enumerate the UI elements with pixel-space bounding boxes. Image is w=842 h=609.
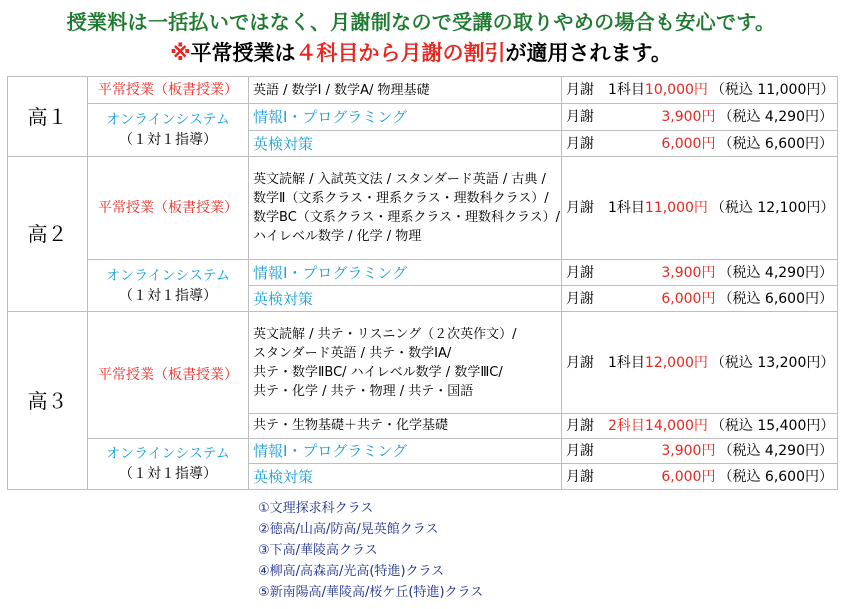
grade-label: 高２ [8, 157, 88, 312]
regular-course-list: 英語 / 数学Ⅰ / 数学A/ 物理基礎 [249, 77, 562, 104]
headline-monthly-fee-notice: 授業料は一括払いではなく、月謝制なので受講の取りやめの場合も安心です。 [66, 10, 776, 34]
regular-course-list: 英文読解 / 入試英文法 / スタンダード英語 / 古典 / 数学Ⅱ（文系クラス・理系クラス・理数科クラス）/ 数学BC（文系クラス・理系クラス・理数科クラス）/ ハイレベル数学 / 化学 / 物理 [249, 157, 562, 260]
discount-text-c: が適用されます。 [505, 41, 672, 65]
online-course: 情報Ⅰ・プログラミング [249, 260, 562, 286]
headline-discount-notice [0, 37, 842, 67]
regular-course-list: 英文読解 / 共テ・リスニング（２次英作文）/ スタンダード英語 / 共テ・数学ⅠA/ 共テ・数学ⅡBC/ ハイレベル数学 / 数学ⅢC/ 共テ・化学 / 共テ・物理 / 共テ・国語 [249, 312, 562, 414]
regular-class-type: 平常授業（板書授業） [88, 77, 249, 104]
online-class-type: オンラインシステム （１対１指導） [88, 260, 249, 312]
list-item: ②徳高/山高/防高/晃英館クラス [258, 522, 439, 537]
discount-text-b: ４科目から月謝の割引 [295, 41, 506, 65]
online-price: 月謝 3,900円 （税込 4,290円） [562, 260, 838, 286]
online-class-type: オンラインシステム （１対１指導） [88, 104, 249, 157]
table-row [8, 77, 838, 104]
table-row [8, 157, 838, 260]
list-item: ①文理探求科クラス [258, 501, 374, 516]
grade-label: 高１ [8, 77, 88, 157]
online-course: 情報Ⅰ・プログラミング [249, 439, 562, 464]
online-price: 月謝 6,000円 （税込 6,600円） [562, 464, 838, 490]
table-row [8, 104, 838, 131]
online-course: 英検対策 [249, 464, 562, 490]
regular-price: 月謝 1科目 12,000円 （税込 13,200円） [562, 312, 838, 414]
regular-price: 月謝 1科目 10,000円 （税込 11,000円） [562, 77, 838, 104]
online-price: 月謝 6,000円 （税込 6,600円） [562, 131, 838, 157]
table-row [8, 312, 838, 414]
online-price: 月謝 3,900円 （税込 4,290円） [562, 104, 838, 131]
grade-label: 高３ [8, 312, 88, 490]
table-row [8, 260, 838, 286]
online-class-type: オンラインシステム （１対１指導） [88, 439, 249, 490]
regular-course-extra: 共テ・生物基礎＋共テ・化学基礎 [249, 414, 562, 439]
online-course: 英検対策 [249, 286, 562, 312]
online-course: 情報Ⅰ・プログラミング [249, 104, 562, 131]
list-item: ⑤新南陽高/華陵高/桜ケ丘(特進)クラス [258, 585, 484, 600]
regular-class-type: 平常授業（板書授業） [88, 157, 249, 260]
online-price: 月謝 6,000円 （税込 6,600円） [562, 286, 838, 312]
list-item: ④柳高/高森高/光高(特進)クラス [258, 564, 445, 579]
table-row [8, 439, 838, 464]
online-price: 月謝 3,900円 （税込 4,290円） [562, 439, 838, 464]
regular-class-type: 平常授業（板書授業） [88, 312, 249, 439]
discount-text-a: 平常授業は [190, 41, 296, 65]
note-mark: ※ [170, 41, 191, 65]
online-course: 英検対策 [249, 131, 562, 157]
regular-price-extra: 月謝 2科目 14,000円 （税込 15,400円） [562, 414, 838, 439]
fee-table [7, 76, 838, 490]
regular-price: 月謝 1科目 11,000円 （税込 12,100円） [562, 157, 838, 260]
class-legend [258, 498, 483, 603]
list-item: ③下高/華陵高クラス [258, 543, 378, 558]
